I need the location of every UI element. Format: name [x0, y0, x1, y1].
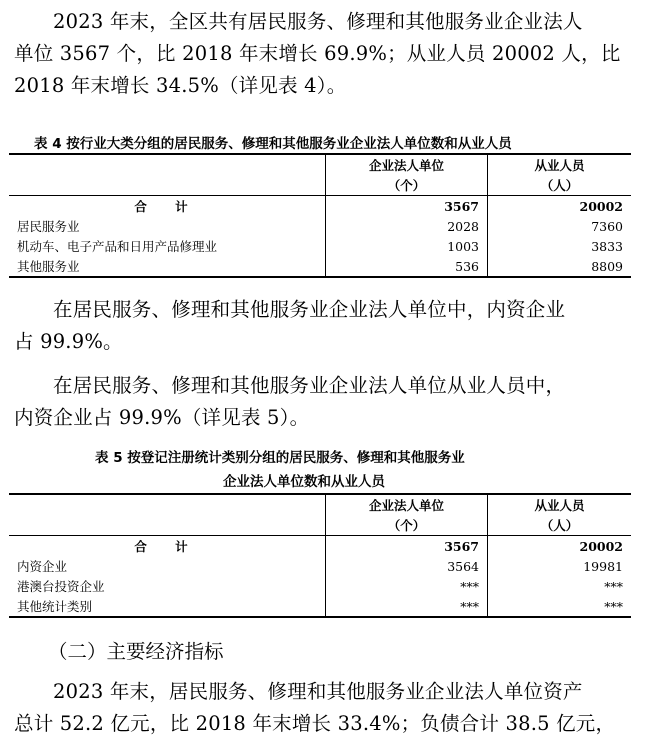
table-row: [9, 256, 631, 277]
intro-paragraph: [14, 6, 634, 102]
row-units: 536: [326, 256, 488, 277]
total-people: 20002: [488, 196, 632, 217]
header-empty-cell: [9, 154, 326, 196]
table-total-row: [9, 536, 631, 557]
header-people: 从业人员: [488, 154, 632, 175]
row-units: 1003: [326, 236, 488, 256]
header-people: 从业人员: [488, 494, 632, 515]
paragraph-line: 2023 年末，居民服务、修理和其他服务业企业法人单位资产: [53, 680, 583, 703]
domestic-units-paragraph: [14, 294, 634, 358]
row-label: 港澳台投资企业: [17, 579, 105, 594]
table5-caption: 表 5 按登记注册统计类别分组的居民服务、修理和其他服务业: [95, 450, 465, 466]
economic-indicators-paragraph: [14, 676, 634, 740]
table-row: [9, 556, 631, 576]
table-row: [9, 216, 631, 236]
row-label: 机动车、电子产品和日用产品修理业: [17, 239, 218, 254]
header-units: 企业法人单位: [326, 154, 488, 175]
total-units: 3567: [326, 536, 488, 557]
header-people-unit: （人）: [488, 515, 632, 536]
header-empty-cell: [9, 494, 326, 536]
header-units: 企业法人单位: [326, 494, 488, 515]
row-units: 2028: [326, 216, 488, 236]
table-row: [9, 596, 631, 617]
table-total-row: [9, 196, 631, 217]
table-row: [9, 236, 631, 256]
paragraph-line: 占 99.9%。: [14, 330, 123, 353]
table5-caption-line2: 企业法人单位数和从业人员: [223, 474, 385, 490]
table-header-row: [9, 154, 631, 175]
table4: [9, 153, 631, 278]
row-units: 3564: [326, 556, 488, 576]
row-people: 3833: [488, 236, 632, 256]
domestic-employees-paragraph: [14, 370, 634, 434]
section-heading: （二）主要经济指标: [48, 640, 224, 663]
total-units: 3567: [326, 196, 488, 217]
header-units-unit: （个）: [326, 515, 488, 536]
header-units-unit: （个）: [326, 175, 488, 196]
table-header-row: [9, 494, 631, 515]
paragraph-line: 总计 52.2 亿元，比 2018 年末增长 33.4%；负债合计 38.5 亿元，: [14, 712, 616, 735]
total-label: 合 计: [9, 196, 326, 217]
header-people-unit: （人）: [488, 175, 632, 196]
row-people: 7360: [488, 216, 632, 236]
table4-caption: 表 4 按行业大类分组的居民服务、修理和其他服务业企业法人单位数和从业人员: [34, 136, 512, 152]
row-units: ***: [326, 596, 488, 617]
row-people: 8809: [488, 256, 632, 277]
paragraph-line: 在居民服务、修理和其他服务业企业法人单位从业人员中，: [53, 374, 566, 397]
total-label: 合 计: [9, 536, 326, 557]
total-people: 20002: [488, 536, 632, 557]
paragraph-line: 2018 年末增长 34.5%（详见表 4）。: [14, 74, 347, 97]
row-label: 内资企业: [17, 559, 68, 574]
paragraph-line: 单位 3567 个，比 2018 年末增长 69.9%；从业人员 20002 人，比: [14, 42, 621, 65]
paragraph-line: 在居民服务、修理和其他服务业企业法人单位中，内资企业: [53, 298, 566, 321]
paragraph-line: 2023 年末，全区共有居民服务、修理和其他服务业企业法人: [53, 10, 583, 33]
row-units: ***: [326, 576, 488, 596]
table5: [9, 493, 631, 618]
row-label: 其他统计类别: [9, 596, 326, 617]
paragraph-line: 内资企业占 99.9%（详见表 5）。: [14, 406, 310, 429]
row-people: 19981: [488, 556, 632, 576]
row-people: ***: [488, 576, 632, 596]
row-label: 居民服务业: [17, 219, 80, 234]
table-row: [9, 576, 631, 596]
row-label: 其他服务业: [9, 256, 326, 277]
row-people: ***: [488, 596, 632, 617]
